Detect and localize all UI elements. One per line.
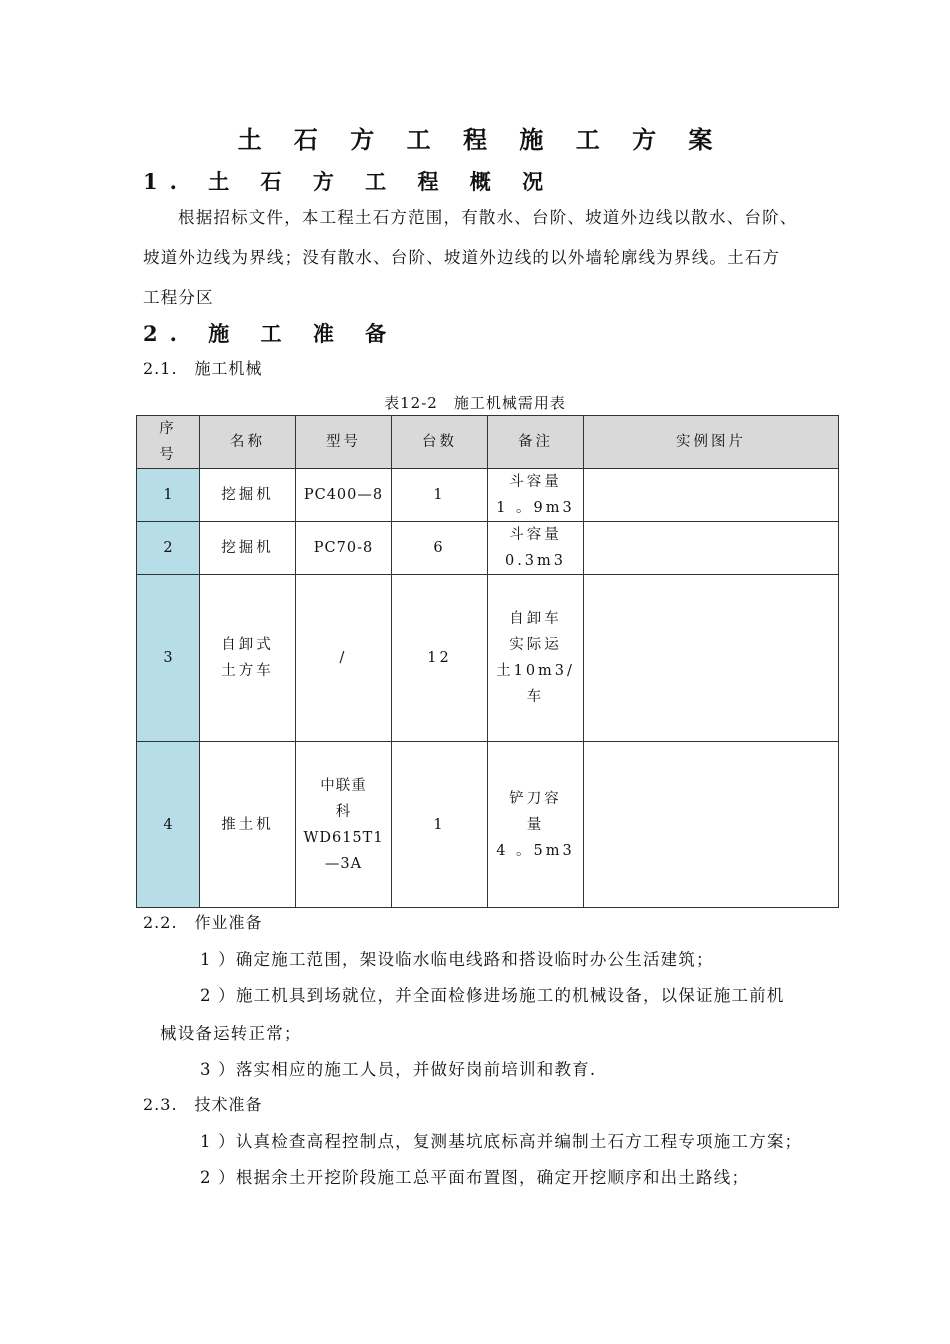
subsection-2-3-heading: 2.3. 技术准备 bbox=[143, 1095, 263, 1114]
work-item-1: 1 ）确定施工范围，架设临水临电线路和搭设临时办公生活建筑； bbox=[200, 950, 714, 969]
row-count: 1 bbox=[392, 469, 488, 522]
section-1-paragraph-line-3: 工程分区 bbox=[143, 288, 214, 307]
header-count: 台数 bbox=[392, 416, 488, 469]
table-row bbox=[137, 575, 839, 742]
section-2-heading: 2. 施 工 准 备 bbox=[143, 321, 399, 346]
table-caption: 表12-2 施工机械需用表 bbox=[384, 394, 566, 412]
row-model: / bbox=[296, 575, 392, 742]
row-photo bbox=[584, 469, 839, 522]
row-model: PC70-8 bbox=[296, 522, 392, 575]
row-model: PC400—8 bbox=[296, 469, 392, 522]
document-title: 土 石 方 工 程 施 工 方 案 bbox=[237, 125, 725, 154]
row-remark: 斗容量 0.3m3 bbox=[488, 522, 584, 575]
row-photo bbox=[584, 575, 839, 742]
row-name: 自卸式 土方车 bbox=[200, 575, 296, 742]
work-item-3: 3 ）落实相应的施工人员，并做好岗前培训和教育. bbox=[200, 1060, 597, 1079]
section-1-paragraph-line-2: 坡道外边线为界线；没有散水、台阶、坡道外边线的以外墙轮廓线为界线。土石方 bbox=[143, 248, 781, 267]
header-seq: 序 号 bbox=[137, 416, 200, 469]
row-count: 1 bbox=[392, 742, 488, 908]
row-photo bbox=[584, 742, 839, 908]
row-name: 挖掘机 bbox=[200, 522, 296, 575]
row-count: 12 bbox=[392, 575, 488, 742]
header-remark: 备注 bbox=[488, 416, 584, 469]
table-row bbox=[137, 522, 839, 575]
row-seq: 1 bbox=[137, 469, 200, 522]
subsection-2-2-heading: 2.2. 作业准备 bbox=[143, 913, 263, 932]
row-remark: 斗容量 1 。9m3 bbox=[488, 469, 584, 522]
row-name: 挖掘机 bbox=[200, 469, 296, 522]
work-item-2-continued: 械设备运转正常； bbox=[160, 1024, 302, 1043]
header-photo: 实例图片 bbox=[584, 416, 839, 469]
machinery-table bbox=[136, 415, 839, 908]
table-header-row bbox=[137, 416, 839, 469]
row-remark: 铲刀容 量 4 。5m3 bbox=[488, 742, 584, 908]
section-1-heading: 1. 土 石 方 工 程 概 况 bbox=[143, 169, 556, 194]
row-seq: 3 bbox=[137, 575, 200, 742]
tech-item-1: 1 ）认真检查高程控制点，复测基坑底标高并编制土石方工程专项施工方案； bbox=[200, 1132, 803, 1151]
row-photo bbox=[584, 522, 839, 575]
header-model: 型号 bbox=[296, 416, 392, 469]
table-row bbox=[137, 742, 839, 908]
row-model: 中联重 科 WD615T1 —3A bbox=[296, 742, 392, 908]
header-name: 名称 bbox=[200, 416, 296, 469]
section-1-paragraph-line-1: 根据招标文件，本工程土石方范围，有散水、台阶、坡道外边线以散水、台阶、 bbox=[178, 208, 798, 227]
subsection-2-1-heading: 2.1. 施工机械 bbox=[143, 359, 263, 378]
tech-item-2: 2 ）根据余土开挖阶段施工总平面布置图，确定开挖顺序和出土路线； bbox=[200, 1168, 750, 1187]
row-name: 推土机 bbox=[200, 742, 296, 908]
row-count: 6 bbox=[392, 522, 488, 575]
row-seq: 4 bbox=[137, 742, 200, 908]
row-seq: 2 bbox=[137, 522, 200, 575]
work-item-2: 2 ）施工机具到场就位，并全面检修进场施工的机械设备，以保证施工前机 bbox=[200, 986, 785, 1005]
row-remark: 自卸车 实际运 土10m3/ 车 bbox=[488, 575, 584, 742]
table-row bbox=[137, 469, 839, 522]
